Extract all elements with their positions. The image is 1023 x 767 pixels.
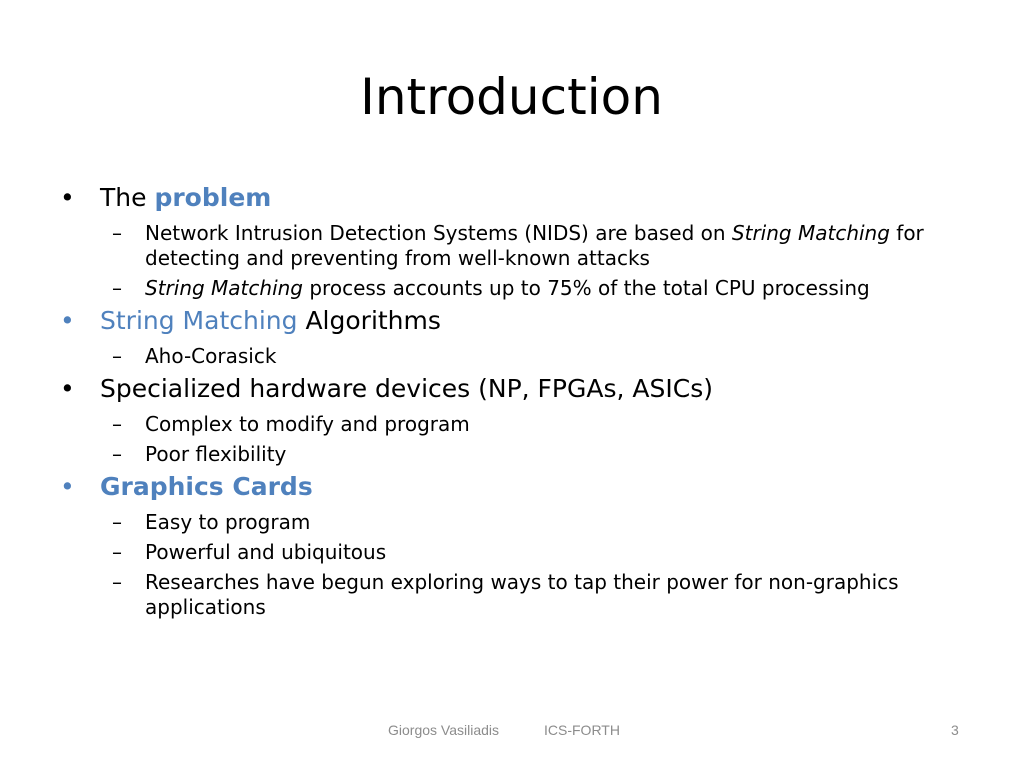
- sub-bullet-text: Aho-Corasick: [145, 344, 277, 368]
- bullet-text: Algorithms: [297, 306, 441, 335]
- bullet-glyph: •: [60, 472, 75, 501]
- page-number: 3: [951, 722, 959, 738]
- sub-bullet-item: [60, 276, 980, 301]
- bullet-text: The: [100, 183, 155, 212]
- sub-bullet-text: Complex to modify and program: [145, 412, 470, 436]
- sub-bullet-text: Poor flexibility: [145, 442, 287, 466]
- bullet-highlight: String Matching: [100, 306, 298, 335]
- bullet-highlight: Graphics Cards: [100, 472, 313, 501]
- sub-bullet-emphasis: String Matching: [145, 276, 303, 300]
- sub-bullet-text: for detecting and preventing from well-known attacks: [145, 221, 924, 270]
- bullet-item: [60, 303, 980, 339]
- bullet-highlight: problem: [154, 183, 272, 212]
- dash-glyph: –: [112, 344, 122, 368]
- dash-glyph: –: [112, 412, 122, 436]
- slide-title: Introduction: [360, 68, 663, 126]
- sub-bullet-text: Easy to program: [145, 510, 311, 534]
- sub-bullet-item: [60, 540, 980, 565]
- bullet-text: Specialized hardware devices (NP, FPGAs, ASICs): [100, 374, 713, 403]
- dash-glyph: –: [112, 276, 122, 300]
- sub-bullet-item: [60, 570, 980, 620]
- dash-glyph: –: [112, 570, 122, 594]
- sub-bullet-item: [60, 442, 980, 467]
- bullet-glyph: •: [60, 306, 75, 335]
- bullet-item: [60, 469, 980, 505]
- sub-bullet-item: [60, 510, 980, 535]
- footer-author: Giorgos Vasiliadis: [388, 722, 500, 738]
- sub-bullet-item: [60, 221, 980, 271]
- sub-bullet-item: [60, 344, 980, 369]
- sub-bullet-text: process accounts up to 75% of the total CPU processing: [303, 276, 870, 300]
- dash-glyph: –: [112, 540, 122, 564]
- sub-bullet-emphasis: String Matching: [731, 221, 890, 245]
- bullet-item: [60, 371, 980, 407]
- bullet-glyph: •: [60, 374, 75, 403]
- sub-bullet-text: Powerful and ubiquitous: [145, 540, 387, 564]
- sub-bullet-text: Network Intrusion Detection Systems (NIDS) are based on: [145, 221, 732, 245]
- bullet-glyph: •: [60, 183, 75, 212]
- bullet-item: [60, 180, 980, 216]
- sub-bullet-item: [60, 412, 980, 437]
- sub-bullet-text: Researches have begun exploring ways to tap their power for non-graphics applications: [145, 570, 899, 619]
- bullet-list: [60, 178, 980, 620]
- footer-org: ICS-FORTH: [544, 722, 620, 738]
- dash-glyph: –: [112, 510, 122, 534]
- dash-glyph: –: [112, 442, 122, 466]
- dash-glyph: –: [112, 221, 122, 245]
